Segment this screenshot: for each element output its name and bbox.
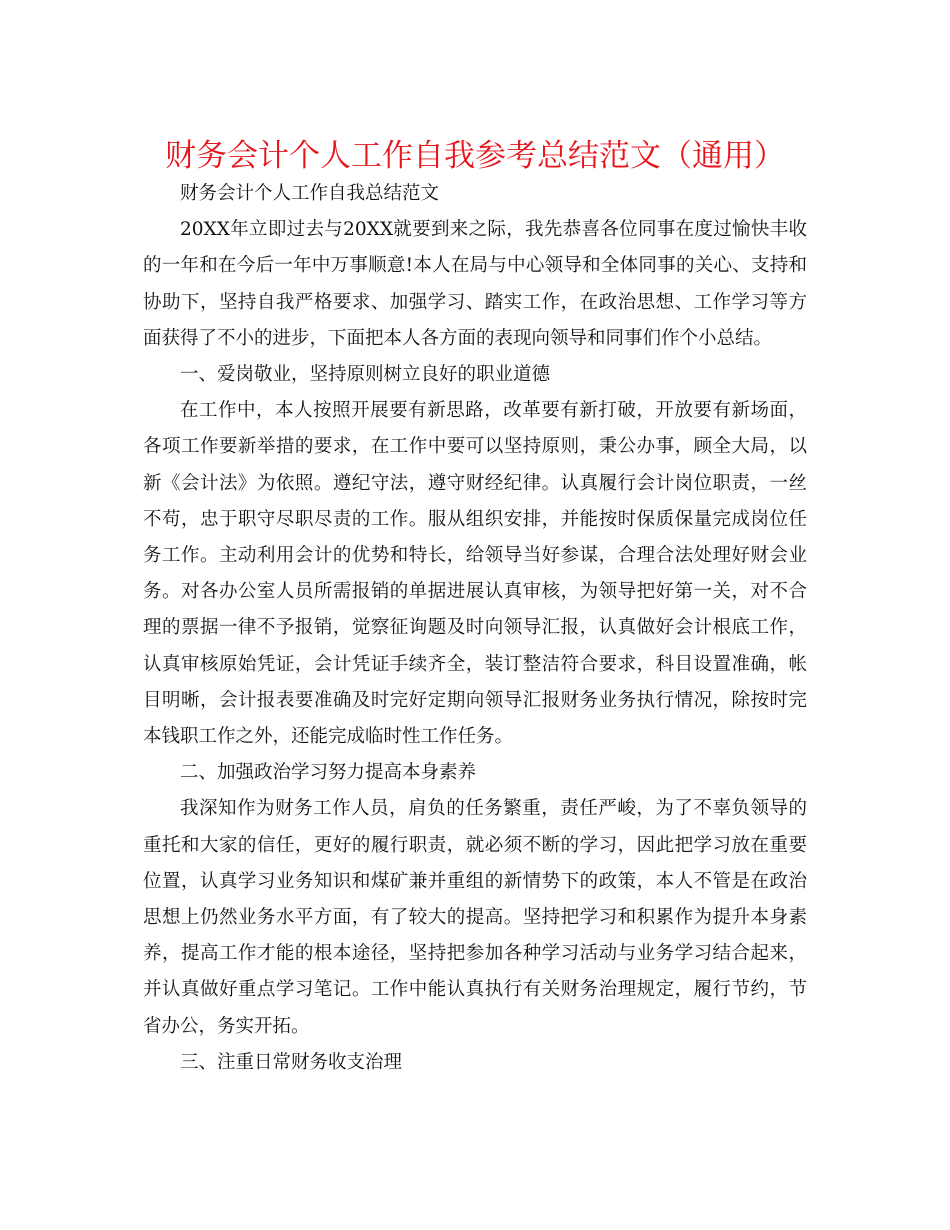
document-title: 财务会计个人工作自我参考总结范文（通用）	[165, 138, 785, 174]
section-paragraph-1: 在工作中，本人按照开展要有新思路，改革要有新打破，开放要有新场面，各项工作要新举措的要求，在工作中要可以坚持原则，秉公办事，顾全大局，以新《会计法》为依照。遵纪守法，遵守财经纪律。认真履行会计岗位职责，一丝不苟，忠于职守尽职尽责的工作。服从组织安排，并能按时保质保量完成岗位任务工作。主动利用会计的优势和特长，给领导当好参谋，合理合法处理好财会业务。对各办公室人员所需报销的单据进展认真审核，为领导把好第一关，对不合理的票据一律不予报销，觉察征询题及时向领导汇报，认真做好会计根底工作，认真审核原始凭证，会计凭证手续齐全，装订整洁符合要求，科目设置准确，帐目明晰，会计报表要准确及时完好定期向领导汇报财务业务执行情况，除按时完本钱职工作之外，还能完成临时性工作任务。	[143, 400, 807, 748]
document-body	[143, 176, 807, 1081]
document-subtitle: 财务会计个人工作自我总结范文	[180, 183, 440, 204]
section-heading-1: 一、爱岗敬业，坚持原则树立良好的职业道德	[180, 364, 551, 386]
section-heading-2: 二、加强政治学习努力提高本身素养	[180, 762, 477, 784]
intro-paragraph: 20XX年立即过去与20XX就要到来之际，我先恭喜各位同事在度过愉快丰收的一年和在今后一年中万事顺意!本人在局与中心领导和全体同事的关心、支持和协助下，坚持自我严格要求、加强学习、踏实工作，在政治思想、工作学习等方面获得了不小的进步，下面把本人各方面的表现向领导和同事们作个小总结。	[143, 219, 807, 349]
section-heading-3: 三、注重日常财务收支治理	[180, 1051, 403, 1073]
section-paragraph-2: 我深知作为财务工作人员，肩负的任务繁重，责任严峻，为了不辜负领导的重托和大家的信任，更好的履行职责，就必须不断的学习，因此把学习放在重要位置，认真学习业务知识和煤矿兼并重组的新情势下的政策，本人不管是在政治思想上仍然业务水平方面，有了较大的提高。坚持把学习和积累作为提升本身素养，提高工作才能的根本途径，坚持把参加各种学习活动与业务学习结合起来，并认真做好重点学习笔记。工作中能认真执行有关财务治理规定，履行节约，节省办公，务实开拓。	[143, 798, 807, 1037]
